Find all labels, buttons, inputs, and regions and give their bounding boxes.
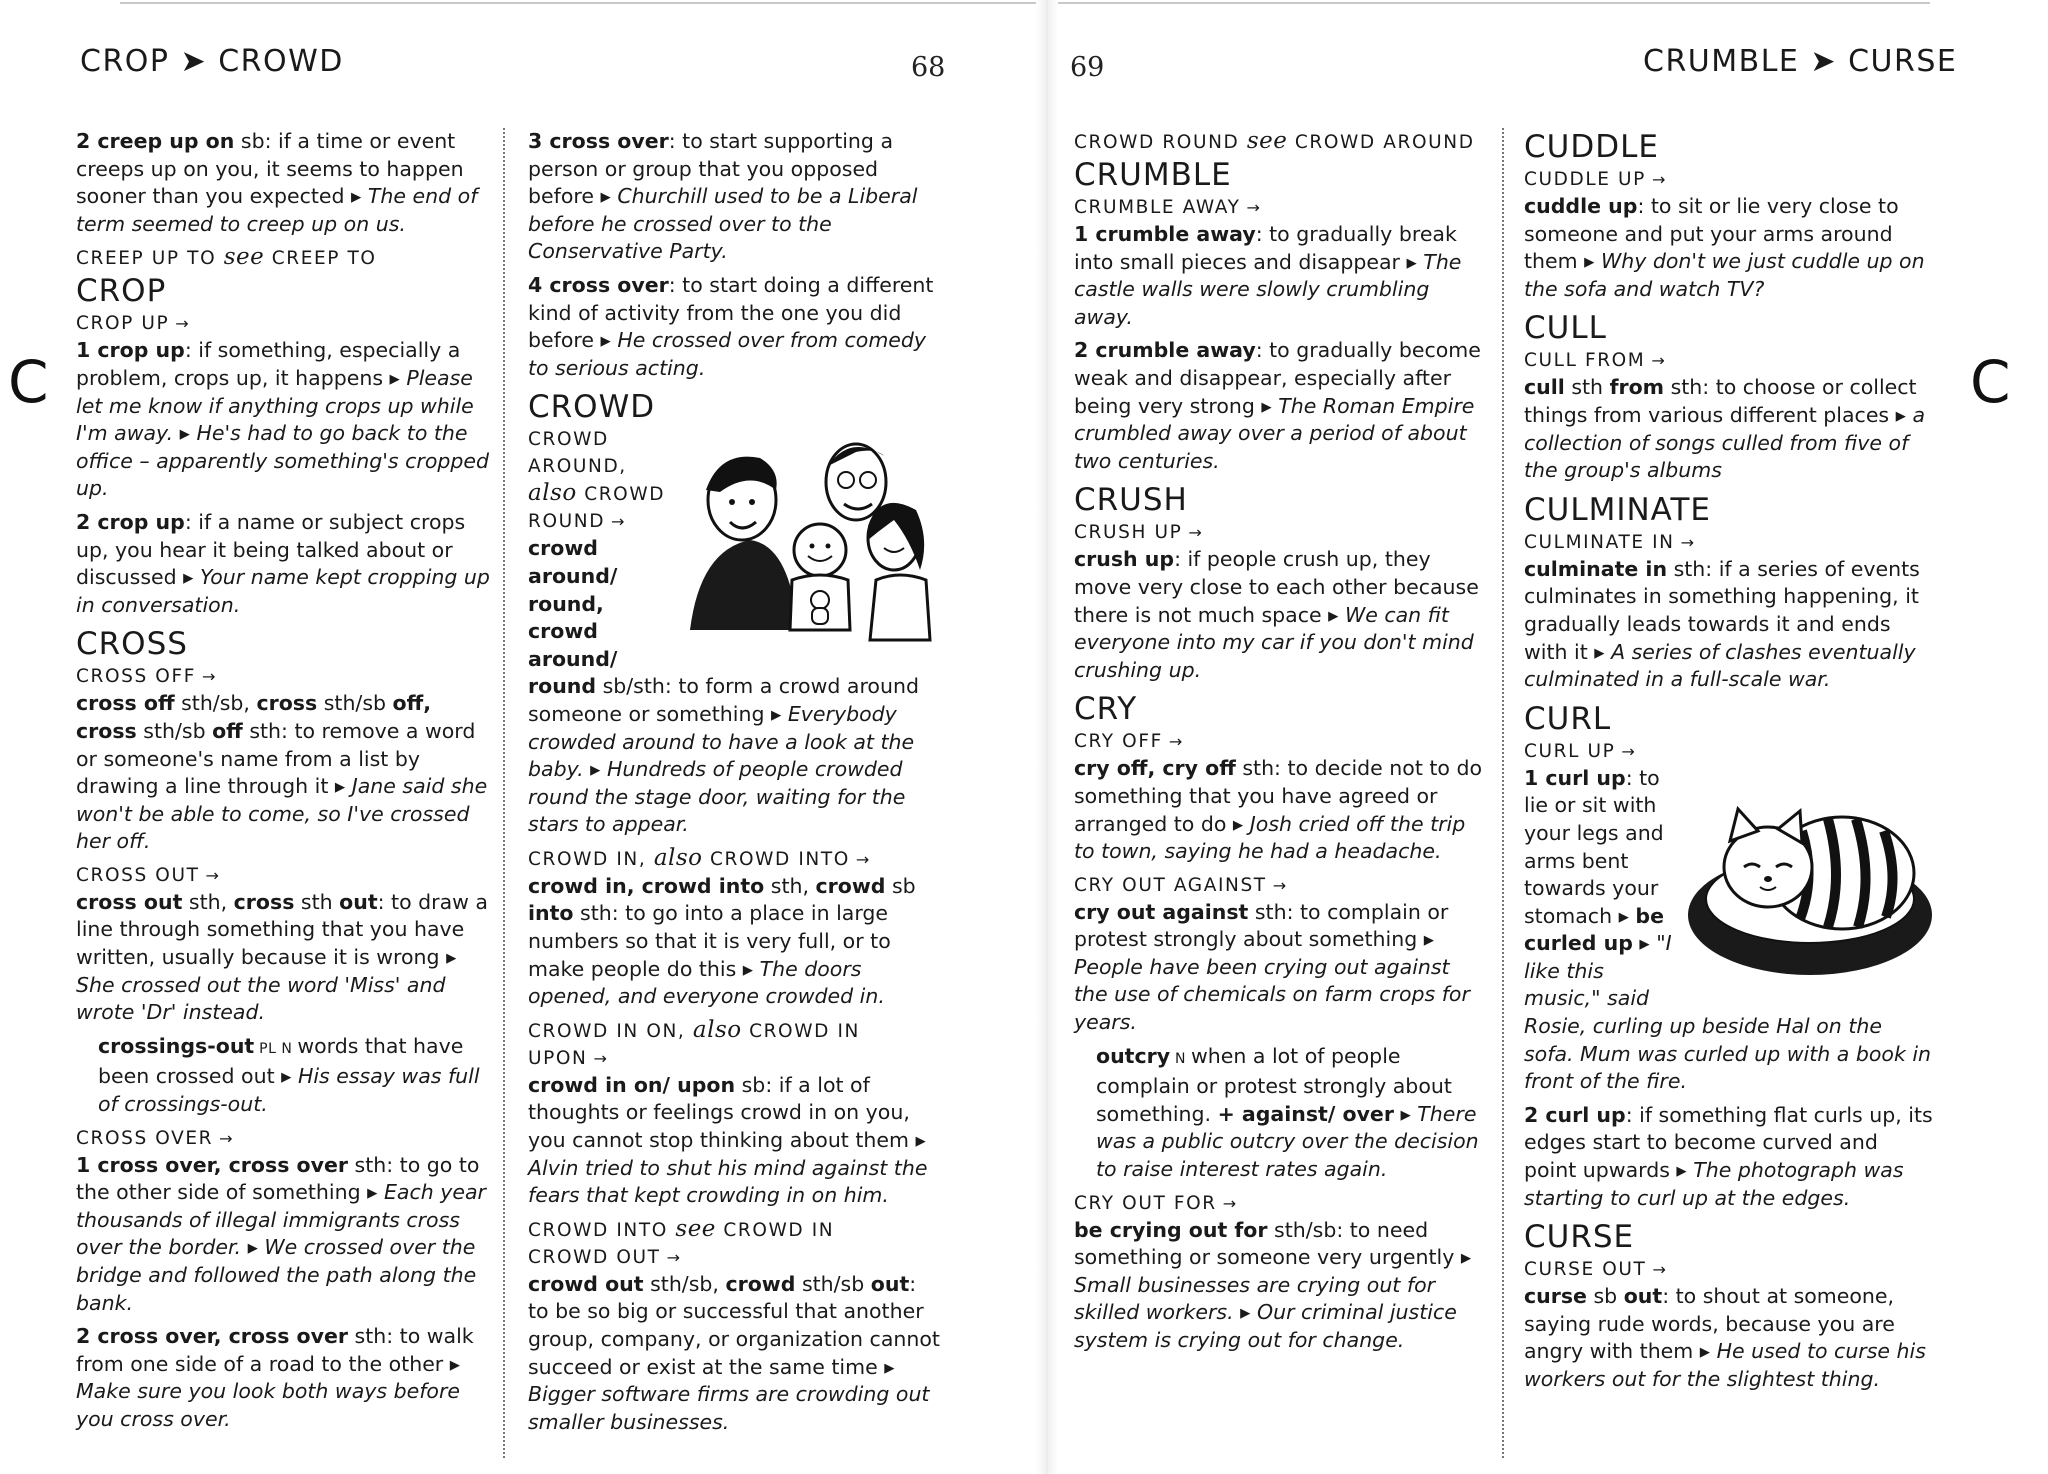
entry-headword: out [1623, 1284, 1663, 1309]
cross-reference [528, 1216, 942, 1244]
sense-entry [76, 337, 490, 503]
entry-headword: into [528, 901, 574, 926]
sense-entry [528, 272, 942, 382]
sense-entry [1524, 1283, 1936, 1393]
definition-text: sth: to complain or protest strongly about something ▸ [1074, 899, 1449, 952]
entry-headword: 1 cross over, cross over [76, 1152, 349, 1177]
sense-entry [76, 1323, 490, 1433]
cross-ref-from: CROWD ROUND [1074, 132, 1247, 153]
definition-text: : to draw a line through something that you have written, usually because it is wrong ▸ [76, 889, 488, 970]
example-sentence: Make sure you look both ways before you cross over. [76, 1379, 461, 1431]
phrasal-verb-label: CURL UP [1524, 740, 1616, 762]
example-sentence: Why don't we just cuddle up on the sofa and watch TV? [1524, 249, 1925, 301]
example-sentence: Mum was curled up with a book in front of the fire. [1524, 1041, 1932, 1094]
headword: CULL [1524, 310, 1607, 347]
cross-ref-from: CROWD AROUND, [528, 429, 627, 478]
example-sentence: His essay was full of crossings-out. [98, 1064, 480, 1117]
phrasal-verb-label: CULL FROM [1524, 350, 1646, 372]
cross-reference [76, 244, 490, 272]
example-sentence: Your name kept cropping up in conversation. [76, 565, 490, 617]
arrow-icon: → [175, 314, 189, 334]
phrasal-verb-heading [76, 862, 490, 889]
phrasal-verb-heading [528, 845, 942, 873]
phrasal-verb-label: CRY OFF [1074, 731, 1163, 753]
phrasal-verb-label: CROSS OVER [76, 1127, 214, 1149]
entry-headword: cry out against [1074, 899, 1249, 924]
example-sentence: Please let me know if anything crops up while I'm away. ▸ He's had to go back to the office – apparently something's cropped up. [76, 365, 490, 501]
definition-text: : to gradually break into small pieces and disappear ▸ [1074, 222, 1457, 274]
example-sentence: The photograph was starting to curl up at the edges. [1524, 1158, 1904, 1210]
definition-text: sb [885, 873, 916, 898]
definition-text: : to start supporting a person or group that you opposed before ▸ [528, 129, 894, 209]
example-sentence: A series of clashes eventually culminated in a full-scale war. [1524, 639, 1916, 692]
cross-ref-from: CREEP UP TO [76, 248, 224, 270]
arrow-icon: → [1188, 523, 1202, 543]
definition-text: : to shout at someone, saying rude words, because you are angry with them ▸ [1524, 1284, 1895, 1364]
example-sentence: We can fit everyone into my car if you don't mind crushing up. [1074, 602, 1474, 682]
cross-ref-to: CROWD IN UPON [528, 1020, 860, 1069]
entry-headword: be curled up [1524, 903, 1664, 956]
definition-text: sth: to choose or collect things from various different places ▸ [1524, 375, 1917, 427]
definition-text: sth/sb, [174, 691, 257, 716]
example-sentence: Small businesses are crying out for skilled workers. ▸ Our criminal justice system is crying out for change. [1074, 1272, 1457, 1352]
entry-headword: off [212, 718, 243, 743]
sense-entry [1074, 337, 1484, 475]
example-sentence: Bigger software firms are crowding out smaller businesses. [528, 1382, 930, 1434]
headword: CRUSH [1074, 482, 1188, 519]
example-sentence: Jane said she won't be able to come, so I've crossed her off. [76, 774, 488, 854]
entry-headword: crowd out [528, 1271, 644, 1296]
entry-headword: 4 cross over [528, 272, 669, 297]
phrasal-verb-label: CULMINATE IN [1524, 531, 1675, 553]
cross-reference [1074, 128, 1484, 156]
entry-headword: 2 crop up [76, 509, 185, 534]
entry-headword: culminate in [1524, 556, 1668, 581]
definition-text: sth, [182, 889, 234, 914]
sense-entry [1074, 546, 1484, 684]
example-sentence: The doors opened, and everyone crowded in. [528, 956, 885, 1009]
arrow-icon: → [1621, 741, 1635, 761]
definition-text: sth: to go into a place in large numbers so that it is very full, or to make people do this ▸ [528, 901, 891, 981]
cat-illustration [1682, 787, 1936, 983]
entry-headword: crowd in on/ upon [528, 1072, 736, 1097]
sense-entry [1074, 221, 1484, 331]
entry-headword: cuddle up [1524, 194, 1638, 218]
phrasal-verb-heading [1074, 728, 1484, 755]
phrasal-verb-heading [1074, 1190, 1484, 1217]
example-sentence: There was a public outcry over the decision to raise interest rates again. [1096, 1101, 1479, 1182]
entry-headword: from [1609, 375, 1665, 400]
headword: CROP [76, 273, 167, 310]
sense-entry [76, 690, 490, 856]
left-thumb-tab: C [8, 348, 49, 416]
phrasal-verb-heading [1524, 1256, 1936, 1283]
arrow-icon: → [611, 512, 625, 532]
example-sentence: He used to curse his workers out for the slightest thing. [1524, 1339, 1926, 1391]
entry-headword: cross out [76, 889, 183, 914]
phrasal-verb-heading [1524, 529, 1936, 556]
definition-text: sth: to decide not to do something that you have agreed or arranged to do ▸ [1074, 756, 1483, 836]
example-sentence: He crossed over from comedy to serious acting. [528, 328, 927, 380]
definition-text: sth/sb [317, 691, 393, 716]
example-sentence: Churchill used to be a Liberal before he crossed over to the Conservative Party. [528, 184, 918, 264]
arrow-icon: → [1651, 170, 1666, 189]
definition-text: sth/sb [795, 1271, 871, 1296]
entry-headword: 2 creep up on [76, 129, 235, 153]
column-divider [1502, 128, 1504, 1458]
headword: CULMINATE [1524, 491, 1712, 528]
definition-text: ▸ [1632, 931, 1657, 956]
cross-ref-see: see [675, 1215, 716, 1242]
definition-text: sth, [764, 873, 816, 898]
arrow-icon: → [1680, 532, 1695, 552]
phrasal-verb-heading [1524, 166, 1936, 193]
sense-entry [528, 1072, 942, 1210]
definition-text: when a lot of people complain or protest strongly about something. [1096, 1043, 1452, 1126]
cross-ref-to: CROWD INTO [702, 848, 850, 870]
phrasal-verb-heading [528, 1244, 942, 1271]
cross-ref-see: also [692, 1016, 742, 1043]
right-column-2 [1524, 128, 1936, 1400]
arrow-icon: → [205, 865, 219, 885]
arrow-icon: → [219, 1128, 233, 1148]
definition-text: sth: if a series of events culminates in something happening, it gradually leads towards it and ends with it ▸ [1524, 556, 1920, 664]
entry-headword: crowd [815, 873, 886, 898]
definition-text: : to lie or sit with your legs and arms bent towards your stomach ▸ [1524, 765, 1664, 928]
entry-headword: out [339, 889, 378, 914]
headword: CRUMBLE [1074, 157, 1232, 193]
definition-text: words that have been crossed out ▸ [98, 1033, 464, 1089]
headword: CROSS [76, 626, 188, 663]
entry-headword: crowd [725, 1271, 796, 1296]
phrasal-verb-label: CROP UP [76, 313, 170, 335]
definition-text: : if a name or subject crops up, you hear it being talked about or discussed ▸ [76, 509, 466, 590]
sense-entry [1074, 755, 1484, 865]
entry-headword: off, cross [76, 691, 432, 743]
example-sentence: The end of term seemed to creep up on us. [76, 184, 478, 236]
entry-headword: cross [256, 691, 318, 716]
phrasal-verb-label: CRY OUT AGAINST [1074, 874, 1267, 896]
phrasal-verb-heading [76, 663, 490, 690]
part-of-speech: PL N [254, 1040, 298, 1057]
derived-entry [1096, 1043, 1484, 1184]
entry-headword: 3 cross over [528, 129, 669, 153]
definition-text: sth/sb [136, 718, 213, 743]
sense-entry [1524, 374, 1936, 484]
example-sentence: Josh cried off the trip to town, saying he had a headache. [1074, 811, 1466, 864]
arrow-icon: → [1651, 351, 1665, 371]
headword: CROWD [528, 389, 656, 426]
entry-headword: crowd in, crowd into [528, 873, 765, 898]
definition-text: sth [1564, 375, 1610, 400]
phrasal-verb-heading [528, 1017, 942, 1072]
example-sentence: Alvin tried to shut his mind against the fears that kept crowding in on him. [528, 1155, 928, 1208]
sense-entry [1524, 556, 1936, 694]
phrasal-verb-heading [1524, 347, 1936, 374]
definition-text: : to be so big or successful that another group, company, or organization cannot succeed or exist at the same time ▸ [528, 1271, 940, 1379]
cross-ref-to: CROWD IN [715, 1219, 835, 1241]
example-sentence: The castle walls were slowly crumbling away. [1074, 249, 1462, 329]
entry-headword: crush up [1074, 547, 1175, 572]
cross-ref-to: CREEP TO [264, 248, 377, 270]
arrow-icon: → [1652, 1260, 1666, 1280]
definition-text: : if something, especially a problem, crops up, it happens ▸ [76, 338, 461, 390]
entry-headword: be crying out for [1074, 1217, 1268, 1242]
book-gutter [1036, 0, 1058, 1474]
example-sentence: "I like this music," said Rosie, curling up beside Hal on the sofa. [1524, 931, 1882, 1066]
sense-entry [528, 873, 942, 1011]
entry-headword: + against/ over [1217, 1101, 1394, 1126]
phrasal-verb-label: CRUSH UP [1074, 522, 1183, 544]
sense-entry [76, 889, 490, 1027]
definition-text: sb: if a time or event creeps up on you, it seems to happen sooner than you expected ▸ [76, 129, 464, 209]
headword: CURSE [1524, 1219, 1635, 1256]
entry-headword: crowd around/ round, crowd around/ round [528, 536, 618, 699]
left-column-2 [528, 128, 942, 1442]
definition-text: : to start doing a different kind of activity from the one you did before ▸ [528, 272, 934, 353]
cross-ref-see: see [223, 244, 265, 271]
cross-ref-see: also [528, 480, 577, 507]
phrasal-verb-label: CRY OUT FOR [1074, 1192, 1217, 1214]
phrasal-verb-label: CURSE OUT [1524, 1259, 1647, 1281]
definition-text: ▸ [1393, 1101, 1418, 1126]
entry-headword: 2 curl up [1524, 1102, 1626, 1127]
definition-text: sb [1586, 1284, 1624, 1309]
phrasal-verb-heading [1074, 872, 1484, 899]
entry-headword: curse [1524, 1284, 1587, 1309]
sense-entry [528, 128, 942, 266]
left-running-head: CROP ➤ CROWD [80, 44, 344, 79]
cross-ref-from: CROWD IN, [528, 848, 654, 870]
definition-text: sth: to remove a word or someone's name from a list by drawing a line through it ▸ [76, 718, 476, 799]
crowd-illustration [680, 430, 942, 650]
arrow-icon: → [1168, 732, 1183, 752]
cross-ref-from: CROWD IN ON, [528, 1020, 693, 1042]
left-page-number: 68 [911, 52, 946, 83]
entry-headword: outcry [1096, 1043, 1171, 1068]
sense-entry [76, 1152, 490, 1318]
example-sentence: People have been crying out against the use of chemicals on farm crops for years. [1074, 954, 1470, 1035]
headword: CRY [1074, 691, 1138, 728]
right-column-1 [1074, 128, 1484, 1361]
phrasal-verb-heading [1074, 194, 1484, 221]
entry-headword: crossings-out [98, 1033, 255, 1058]
cross-ref-see: see [1246, 128, 1288, 154]
sense-entry [528, 1271, 942, 1437]
right-running-head: CRUMBLE ➤ CURSE [1643, 44, 1958, 79]
part-of-speech: N [1170, 1050, 1191, 1067]
example-sentence: a collection of songs culled from five of the group's albums [1524, 402, 1926, 483]
definition-text: sth/sb, [643, 1271, 726, 1296]
phrasal-verb-label: CROSS OUT [76, 864, 200, 886]
sense-entry [76, 128, 490, 238]
definition-text: sth: to walk from one side of a road to the other ▸ [76, 1324, 474, 1376]
entry-headword: 1 crop up [76, 338, 185, 363]
headword: CUDDLE [1524, 129, 1659, 165]
entry-headword: cross [233, 889, 295, 914]
definition-text: : to gradually become weak and disappear, especially after being very strong ▸ [1074, 338, 1481, 418]
example-sentence: She crossed out the word 'Miss' and wrote 'Dr' instead. [76, 972, 446, 1025]
phrasal-verb-label: CUDDLE UP [1524, 169, 1646, 190]
phrasal-verb-label: CROSS OFF [76, 666, 196, 688]
definition-text: sb/sth: to form a crowd around someone or something ▸ [528, 674, 919, 726]
phrasal-verb-label: CROWD OUT [528, 1246, 661, 1268]
entry-headword: 2 cross over, cross over [76, 1324, 349, 1349]
definition-text: sth/sb: to need something or someone very urgently ▸ [1074, 1217, 1472, 1270]
definition-text: sb: if a lot of thoughts or feelings crowd in on you, you cannot stop thinking about them ▸ [528, 1072, 926, 1153]
arrow-icon: → [666, 1247, 680, 1267]
definition-text: sth: to go to the other side of something ▸ [76, 1152, 480, 1205]
phrasal-verb-heading [76, 1125, 490, 1152]
entry-headword: cross off [76, 691, 175, 716]
phrasal-verb-label: CRUMBLE AWAY [1074, 197, 1241, 218]
phrasal-verb-heading [76, 310, 490, 337]
phrasal-verb-heading [1074, 519, 1484, 546]
entry-headword: 1 crumble away [1074, 222, 1256, 246]
definition-text: sth [294, 889, 340, 914]
entry-headword: out [870, 1271, 910, 1296]
example-sentence: Everybody crowded around to have a look at the baby. ▸ Hundreds of people crowded round the stage door, waiting for the stars to appear. [528, 701, 915, 837]
sense-entry [1074, 899, 1484, 1037]
entry-headword: cull [1524, 375, 1565, 400]
sense-entry [1524, 1102, 1936, 1212]
derived-entry [98, 1033, 490, 1119]
cross-ref-to: CROWD ROUND [528, 484, 666, 533]
right-page-number: 69 [1070, 52, 1105, 83]
phrasal-verb-heading [1524, 738, 1936, 765]
example-sentence: Each year thousands of illegal immigrants cross over the border. ▸ We crossed over the bridge and followed the path along the bank. [76, 1180, 486, 1315]
cross-ref-see: also [653, 844, 703, 871]
cross-ref-to: CROWD AROUND [1287, 132, 1475, 153]
definition-text: : if something flat curls up, its edges start to become curved and point upwards ▸ [1524, 1102, 1933, 1183]
entry-headword: 2 crumble away [1074, 338, 1256, 363]
cross-ref-from: CROWD INTO [528, 1219, 676, 1241]
sense-entry [1524, 193, 1936, 303]
headword: CURL [1524, 700, 1612, 737]
sense-entry [1074, 1217, 1484, 1355]
arrow-icon: → [1222, 1193, 1237, 1213]
arrow-icon: → [593, 1048, 607, 1068]
arrow-icon: → [855, 849, 870, 869]
example-sentence: The Roman Empire crumbled away over a period of about two centuries. [1074, 393, 1475, 473]
sense-entry [76, 509, 490, 619]
entry-headword: 1 curl up [1524, 765, 1626, 790]
definition-text: : to sit or lie very close to someone and put your arms around them ▸ [1524, 194, 1899, 274]
entry-headword: cry off, cry off [1074, 756, 1236, 781]
arrow-icon: → [201, 667, 216, 687]
definition-text: : if people crush up, they move very close to each other because there is not much space ▸ [1074, 547, 1479, 627]
left-column-1 [76, 128, 490, 1440]
arrow-icon: → [1272, 875, 1287, 895]
column-divider [503, 128, 505, 1458]
right-thumb-tab: C [1970, 348, 2011, 416]
arrow-icon: → [1246, 198, 1260, 217]
top-edge-rule [120, 2, 1930, 4]
